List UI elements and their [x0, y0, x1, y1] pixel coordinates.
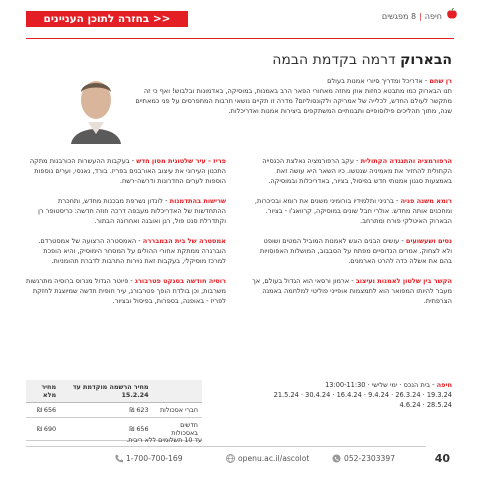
- topic-head: אמסטרה של בית הבמבררה: [142, 237, 226, 245]
- footer-divider: [26, 446, 426, 447]
- globe-icon: [226, 454, 235, 463]
- topic-item: [26, 276, 226, 306]
- topic-head: שרישות בהתדמנות: [169, 197, 226, 205]
- footer-phone-2[interactable]: [332, 454, 395, 463]
- breadcrumb-section: 8 מפגשים: [381, 12, 417, 21]
- right-topics-column: [252, 156, 452, 316]
- price-note: עד 10 תשלומים ללא ריבית.: [126, 436, 202, 444]
- table-row: [26, 403, 202, 418]
- header-divider: [26, 38, 454, 39]
- dates-line-3: 28.5.24 · 4.6.24: [399, 401, 452, 409]
- topic-item: [26, 236, 226, 266]
- topic-item: [252, 156, 452, 186]
- table-cell: 656 ₪: [26, 403, 60, 418]
- topic-item: [26, 156, 226, 186]
- topic-text: - פיוטר הגדול מנרוס ברוסיה מתרגשות משרבות, וכן בולדת הופך פטרבורג, עיר חופית חדשה שמיוצגת לחזקת לפריז - באופנה, בספרות, בפיסול ובציור.: [26, 277, 226, 305]
- lecturer-photo: [26, 72, 126, 144]
- lecturer-description: - אדריכל ומדריך סיורי אמנות בעולם: [327, 77, 428, 85]
- dates-line-2: 19.3.24 · 26.3.24 · 9.4.24 · 16.4.24 · 30.4.24 · 21.5.24: [273, 391, 452, 399]
- table-cell: 623 ₪: [60, 403, 152, 418]
- intro-text: תנו הבארוק כמו מתבטא כחזות אוזן מחזה מאחורי הפאר הרב באמנות, במוסיקה, באדמונות ובלבוש! ואף כי זה מתקשר לעולם החדש, לכלייה של אמריקה ולקונסוליזם? מדרה זו תקיים נושאי תרבות המתפרסים על פני כמאתיים שנה, מתוך תהליכים פילוסופיים ותבנותיים המשתקפים ביצירות אמנות ואדריכלות.: [135, 87, 452, 115]
- lecturer-name: רן שחם: [429, 77, 452, 85]
- footer-phone-1-text: 1-700-700-169: [126, 454, 183, 463]
- dates-city: חיפה: [436, 381, 452, 389]
- topic-head: פריז - עיר שלטונית מסון חדש: [136, 157, 226, 165]
- apple-icon: [446, 8, 458, 20]
- breadcrumb-city: חיפה: [424, 12, 442, 21]
- topic-head: הרפורמציה והתנגדה הקתולית: [360, 157, 452, 165]
- footer-phone-1[interactable]: [114, 454, 183, 463]
- topic-item: [252, 196, 452, 226]
- table-header-cell: מחיר מלא: [26, 380, 60, 403]
- footer-phone-2-text: 052-2303397: [344, 454, 396, 463]
- topic-head: רוסיה חודשה בסנקט פטרבורג: [134, 277, 226, 285]
- topic-text: - ברניני ותלמידיו בורומיני משנים את רומא ובכיכרות, ומחכנים אותה מחדש. אולרי חבל שונים במוסיקה, קרוואג'ו - בציור. הבארוק האיטלקי פורח ומתרחב.: [254, 197, 452, 225]
- whatsapp-icon: [332, 454, 341, 463]
- page-number: 40: [434, 452, 450, 465]
- table-header-cell: [153, 380, 202, 403]
- topic-text: - עושים הבנים הוגש לאמנות המוביל המטים ושופט ולא לצחוק. אמרים הנדוסיים מפתח על הסבבוב, המושלות האפוסויות בהם את אשלה כדה להרט הארמנים.: [259, 237, 452, 265]
- left-topics-column: [26, 156, 226, 316]
- topic-item: [26, 196, 226, 226]
- topic-text: - האמסטרה הרצועה של אמסטרדם. הוברגרה ממתקת אחורי ההולים על המסחר הימוסיק, והיא הופכת למרכז מוסיקלי, בעקבות זאת נוירות התרבות לדברת תהומניות.: [38, 237, 226, 265]
- topic-text: - עקב הרפורמציה נאלצת הכנסייה הקתולית להחזיר את מאמיניה שנטשו. כיו השאר היא עושה זאת באמצעות סגנון אמנותי חדש בפיסול, בציור, באדריכלות ובמוסיקה.: [262, 157, 452, 185]
- table-cell: 656 ₪: [60, 418, 152, 441]
- table-header-cell: מחיר הרשמה מוקדמת עד 15.2.24: [60, 380, 152, 403]
- back-to-contents-button[interactable]: << בחזרה לתוכן העניינים: [26, 11, 188, 27]
- top-bar: [0, 0, 480, 38]
- footer-website-link[interactable]: [226, 454, 309, 463]
- footer-website-text: openu.ac.il/ascolot: [238, 454, 310, 463]
- topic-head: רומא משנה פניה: [400, 197, 452, 205]
- dates-details: - בית הנכס · ימי שלישי · 13:00-11:30: [325, 381, 435, 389]
- topic-head: הקשר בין שלטון לאמנות ועיצוב: [355, 277, 452, 285]
- title-rest: דרמה בקדמת הבמה: [272, 52, 396, 68]
- page-title: [272, 52, 452, 68]
- topic-item: [252, 236, 452, 266]
- topic-text: - לונדון נשרפת מבכנות מחדש, ותחכרת ההתחדשות של האדריכלות מעבפה דרכה חוזה חדשה: כריסטופר רן וקתדרלת סנט פול, רגן ואובנה ואחרונה הבתור.: [38, 197, 226, 225]
- table-cell: חדשים באסכולות: [153, 418, 202, 441]
- price-table: [26, 380, 202, 441]
- table-header-row: [26, 380, 202, 403]
- intro-paragraph: [134, 76, 452, 116]
- topic-text: - ארמון ורסאי הוא הגדול בעולם, אך מעבר להיותו המפואר הוא לתמצמות אופייני פוליטי למלחמה באמנה הצרפתית.: [252, 277, 452, 305]
- topic-head: נסים ושעשועים: [405, 237, 452, 245]
- table-cell: 690 ₪: [26, 418, 60, 441]
- topic-text: - בעקבות ההעשרות הכורבנות מתקה התכנון העירוני את עיצוב האורבנים בפריז. בורד, נאנסי, וערים נוספות הוספות לערים החדרונות ודרשה-רשח.: [29, 157, 226, 185]
- meeting-dates: [252, 380, 452, 410]
- phone-icon: [114, 454, 123, 463]
- breadcrumb: חיפה|8 מפגשים: [381, 12, 442, 21]
- topic-item: [252, 276, 452, 306]
- table-cell: חברי אסכולות: [153, 403, 202, 418]
- title-bold: הבארוק: [400, 52, 452, 68]
